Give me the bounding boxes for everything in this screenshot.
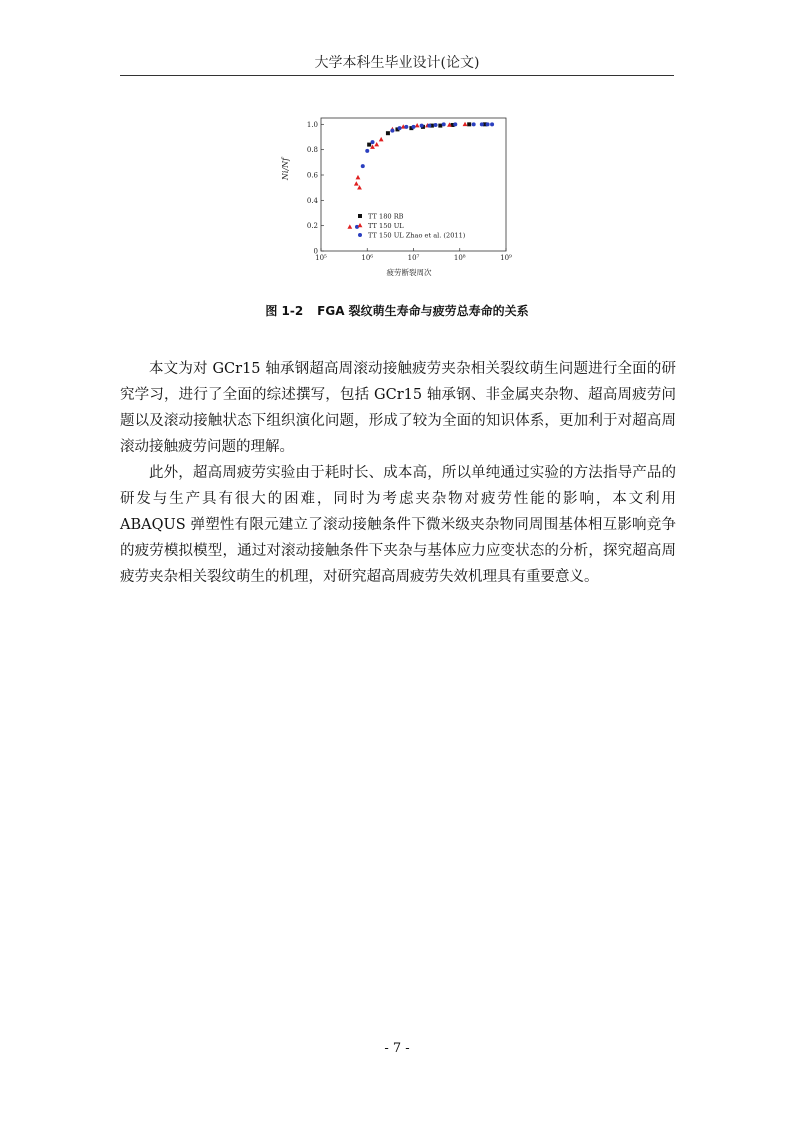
y-tick-label-3: 0.6 bbox=[306, 171, 318, 180]
point-s0-8 bbox=[467, 122, 471, 126]
point-s2-16 bbox=[490, 122, 494, 126]
point-s0-1 bbox=[386, 131, 390, 135]
page-number: - 7 - bbox=[384, 1041, 410, 1056]
legend-marker-1 bbox=[358, 223, 363, 227]
point-s2-1 bbox=[361, 164, 365, 168]
figure-caption-text: FGA 裂纹萌生寿命与疲劳总寿命的关系 bbox=[317, 304, 529, 318]
x-tick-label-3: 10⁸ bbox=[453, 254, 466, 262]
x-tick-label-4: 10⁹ bbox=[500, 254, 512, 262]
point-s2-5 bbox=[398, 126, 402, 130]
legend-label-1: TT 150 UL bbox=[368, 222, 404, 230]
point-s1-0 bbox=[347, 224, 352, 228]
chart-svg bbox=[275, 103, 520, 283]
y-tick-label-1: 0.2 bbox=[306, 222, 318, 231]
x-axis-label: 疲劳断裂周次 bbox=[386, 268, 432, 277]
point-s2-10 bbox=[434, 123, 438, 127]
point-s2-11 bbox=[442, 122, 446, 126]
body-text bbox=[120, 356, 676, 590]
point-s2-2 bbox=[365, 149, 369, 153]
x-tick-label-1: 10⁶ bbox=[361, 254, 374, 262]
point-s0-6 bbox=[438, 124, 442, 128]
point-s1-1 bbox=[354, 181, 359, 185]
point-s2-8 bbox=[420, 124, 424, 128]
point-s2-3 bbox=[371, 140, 375, 144]
legend-marker-2 bbox=[358, 233, 362, 237]
header-rule bbox=[120, 75, 674, 76]
point-s1-3 bbox=[357, 185, 362, 189]
y-axis-label: Ni/Nf bbox=[281, 157, 290, 181]
point-s2-12 bbox=[453, 122, 457, 126]
chart-legend bbox=[358, 213, 466, 240]
point-s2-9 bbox=[427, 124, 431, 128]
y-tick-label-2: 0.4 bbox=[306, 196, 318, 205]
point-s1-2 bbox=[356, 175, 361, 179]
figure-caption bbox=[120, 302, 674, 319]
point-s2-6 bbox=[404, 125, 408, 129]
x-axis-ticks bbox=[315, 248, 512, 262]
figure-number: 图 1-2 bbox=[265, 304, 304, 318]
point-s0-0 bbox=[367, 143, 371, 147]
point-s1-12 bbox=[463, 122, 468, 126]
point-s1-5 bbox=[374, 142, 379, 146]
figure-1-2 bbox=[275, 103, 520, 283]
y-tick-label-0: 0 bbox=[313, 247, 318, 256]
paragraph-1: 本文为对 GCr15 轴承钢超高周滚动接触疲劳夹杂相关裂纹萌生问题进行全面的研究学习，进行了全面的综述撰写，包括 GCr15 轴承钢、非金属夹杂物、超高周疲劳问题以及滚动接触状态下组织演化问题，形成了较为全面的知识体系，更加利于对超高周滚动接触疲劳问题的理解。 bbox=[120, 361, 676, 455]
paragraph-2: 此外，超高周疲劳实验由于耗时长、成本高，所以单纯通过实验的方法指导产品的研发与生产具有很大的困难，同时为考虑夹杂物对疲劳性能的影响，本文利用 ABAQUS 弹塑性有限元建立了滚动接触条件下微米级夹杂物同周围基体相互影响竞争的疲劳模拟模型，通过对滚动接触条件下夹杂与基体应力应变状态的分析，探究超高周疲劳夹杂相关裂纹萌生的机理，对研究超高周疲劳失效机理具有重要意义。 bbox=[120, 465, 676, 585]
legend-label-0: TT 180 RB bbox=[368, 212, 404, 221]
legend-marker-0 bbox=[358, 214, 362, 218]
point-s2-14 bbox=[480, 122, 484, 126]
point-s2-13 bbox=[472, 122, 476, 126]
legend-label-2: TT 150 UL Zhao et al. (2011) bbox=[368, 231, 466, 240]
point-s2-4 bbox=[390, 129, 394, 133]
y-tick-label-5: 1.0 bbox=[306, 120, 318, 129]
point-s2-15 bbox=[486, 122, 490, 126]
x-tick-label-2: 10⁷ bbox=[407, 254, 420, 262]
point-s2-7 bbox=[412, 125, 416, 129]
y-tick-label-4: 0.8 bbox=[306, 146, 318, 155]
y-axis-ticks bbox=[307, 121, 324, 256]
x-tick-label-0: 10⁵ bbox=[315, 254, 327, 262]
point-s1-6 bbox=[379, 137, 384, 141]
running-header: 大学本科生毕业设计(论文) bbox=[314, 55, 480, 71]
